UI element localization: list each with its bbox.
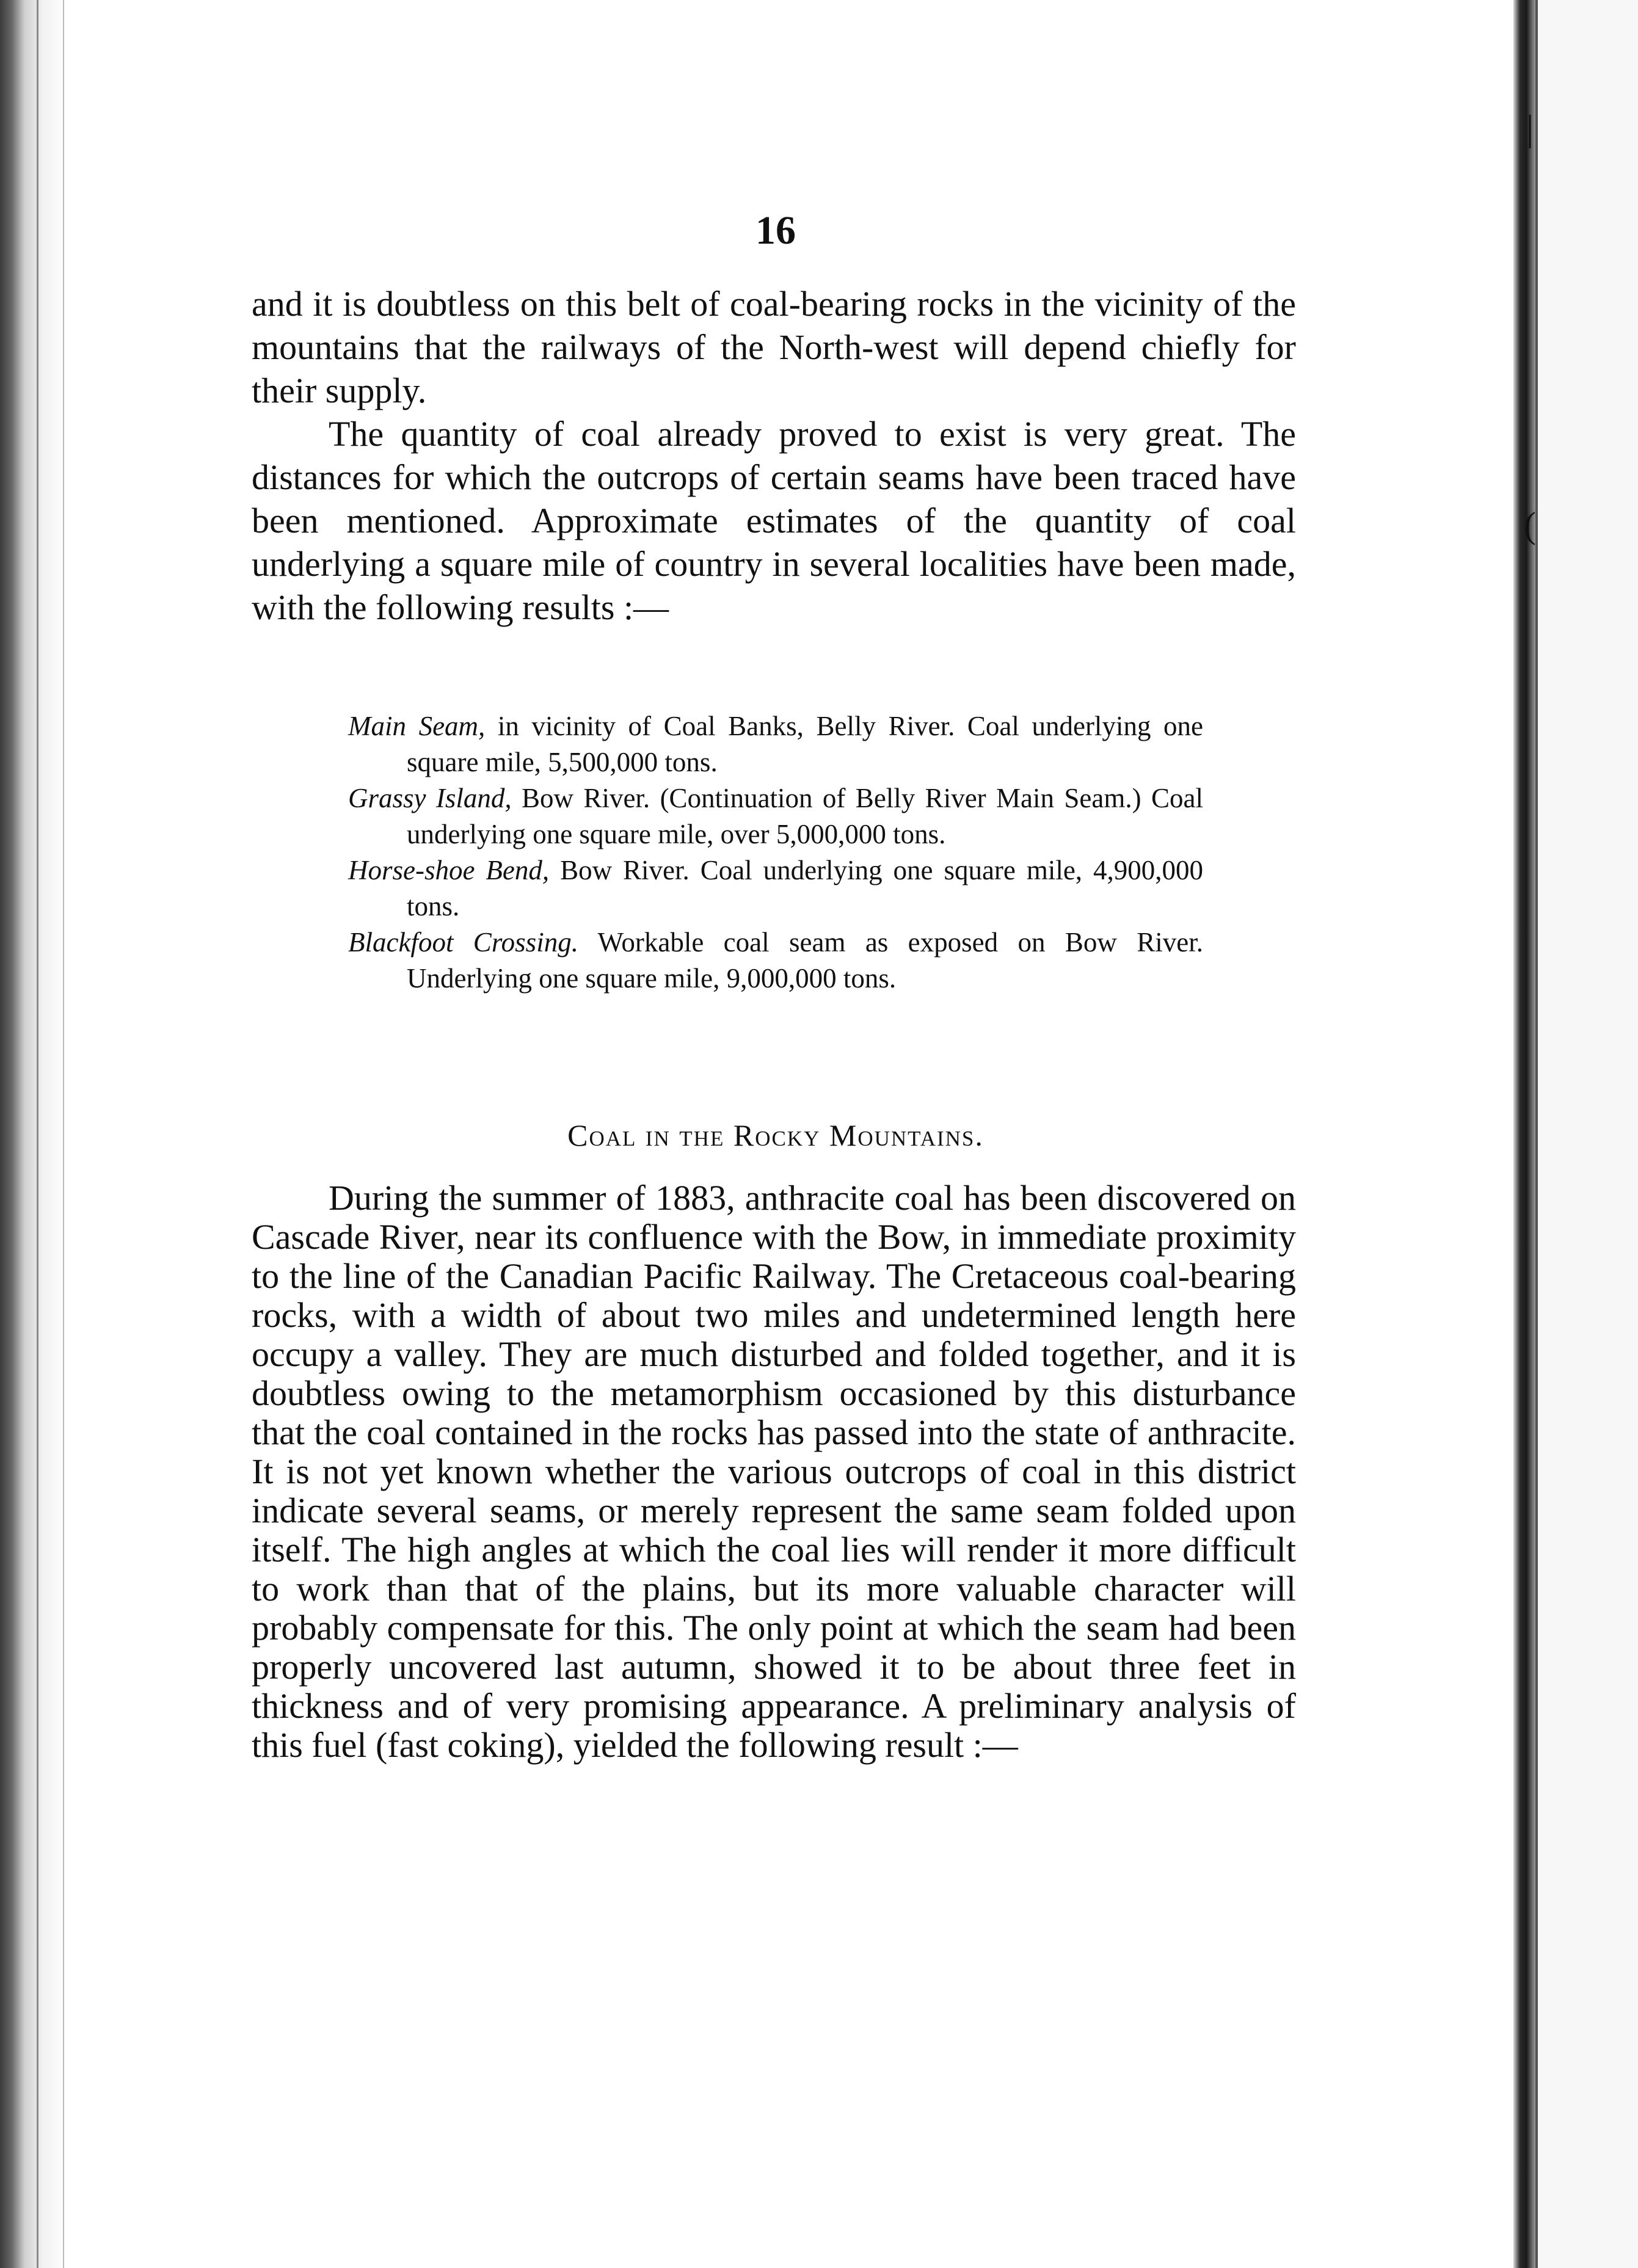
estimate-item xyxy=(348,708,1203,780)
section-body xyxy=(252,1179,1296,1765)
estimate-locality: Horse-shoe Bend, xyxy=(348,855,550,885)
paragraph-continued xyxy=(252,282,1296,629)
estimate-locality: Grassy Island, xyxy=(348,783,512,813)
paragraph-2: The quantity of coal already proved to exist is very great. The distances for which the outcrops of certain seams have been traced have been mentioned. Approximate estimates of the quantity of coal underlying a square mile of country in several localities have been made, with the following results :— xyxy=(252,414,1296,627)
paragraph-3: During the summer of 1883, anthracite coal has been discovered on Cascade River, near its confluence with the Bow, in immediate proximity to the line of the Canadian Pacific Railway. The Cretaceous coal-bearing rocks, with a width of about two miles and undetermined length here occupy a valley. They are much disturbed and folded together, and it is doubtless owing to the metamorphism occasioned by this disturbance that the coal contained in the rocks has passed into the state of anthracite. It is not yet known whether the various outcrops of coal in this district indicate several seams, or merely represent the same seam folded upon itself. The high angles at which the coal lies will render it more difficult to work than that of the plains, but its more valuable character will probably compensate for this. The only point at which the seam had been properly uncovered last autumn, showed it to be about three feet in thickness and of very promising appearance. A preliminary analysis of this fuel (fast coking), yielded the following result :— xyxy=(252,1178,1296,1765)
estimate-text: Bow River. (Continuation of Belly River Main Seam.) Coal underlying one square mile, over 5,000,000 tons. xyxy=(407,783,1203,849)
estimate-locality: Main Seam, xyxy=(348,711,486,741)
estimate-item xyxy=(348,852,1203,925)
estimate-locality: Blackfoot Crossing. xyxy=(348,927,578,958)
paragraph-1: and it is doubtless on this belt of coal-bearing rocks in the vicinity of the mountains that the railways of the North-west will depend chiefly for their supply. xyxy=(252,284,1296,410)
estimate-item xyxy=(348,925,1203,997)
adjacent-page-mark-middle: ( xyxy=(1524,505,1536,545)
estimate-text: in vicinity of Coal Banks, Belly River. Coal underlying one square mile, 5,500,000 tons. xyxy=(407,711,1203,777)
section-heading: Coal in the Rocky Mountains. xyxy=(567,1118,984,1152)
estimate-item xyxy=(348,780,1203,852)
estimate-text: Bow River. Coal underlying one square mile, 4,900,000 tons. xyxy=(407,855,1203,921)
page-number: 16 xyxy=(755,208,796,253)
estimate-text: Workable coal seam as exposed on Bow River. Underlying one square mile, 9,000,000 tons. xyxy=(407,927,1203,994)
coal-estimates-list xyxy=(348,708,1203,997)
adjacent-page-mark-top: | xyxy=(1526,108,1534,148)
